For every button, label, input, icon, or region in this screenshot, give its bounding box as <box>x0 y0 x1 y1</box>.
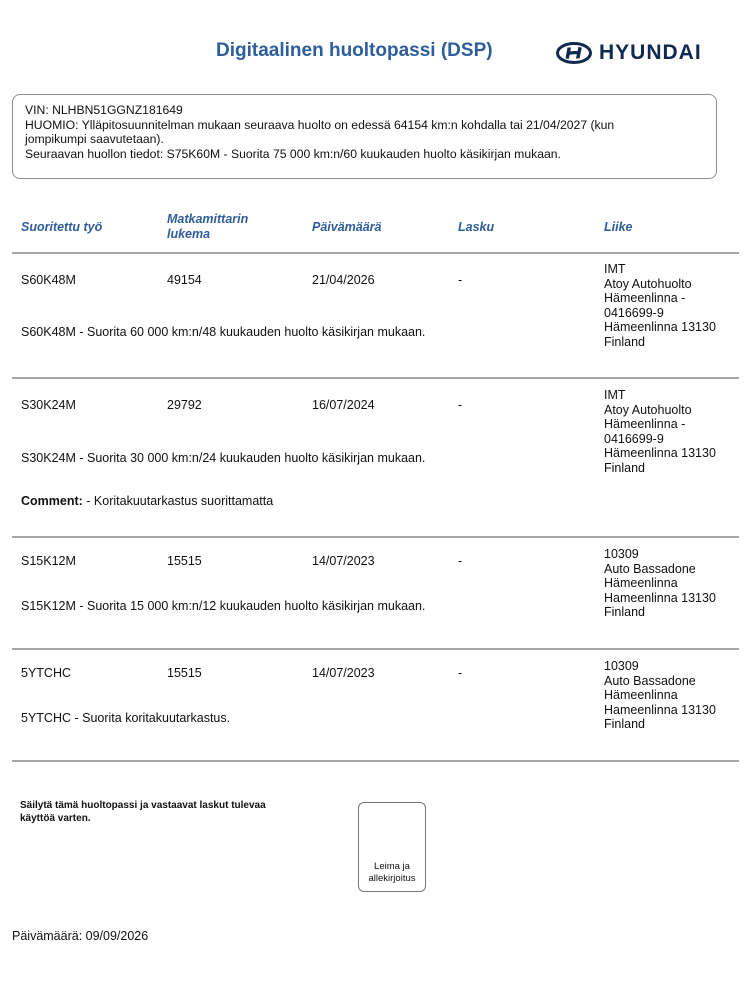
header-invoice: Lasku <box>458 220 495 234</box>
row-3-shop: 10309 Auto Bassadone Hämeenlinna Hameenlinna 13130 Finland <box>604 547 716 620</box>
row-divider <box>12 648 739 650</box>
row-3-code: S15K12M <box>21 554 76 568</box>
table-divider <box>12 252 739 254</box>
row-4-odometer: 15515 <box>167 666 202 680</box>
row-2-invoice: - <box>458 398 463 412</box>
next-service-line: Seuraavan huollon tiedot: S75K60M - Suorita 75 000 km:n/60 kuukauden huolto käsikirjan mukaan. <box>25 146 561 161</box>
comment-text: - Koritakuutarkastus suorittamatta <box>82 494 274 508</box>
header-odometer: Matkamittarin lukema <box>167 212 249 241</box>
header-date: Päivämäärä <box>312 220 382 234</box>
stamp-signature-box <box>358 802 426 892</box>
hyundai-emblem-icon <box>556 42 592 64</box>
row-4-invoice: - <box>458 666 463 680</box>
row-4-code: 5YTCHC <box>21 666 72 680</box>
row-2-comment <box>21 494 273 509</box>
stamp-label: Leima ja allekirjoitus <box>368 861 416 884</box>
service-notice: HUOMIO: Ylläpitosuunnitelman mukaan seuraava huolto on edessä 64154 km:n kohdalla tai 21/04/2027 (kun jompikumpi saavutetaan). <box>25 117 615 146</box>
row-2-code: S30K24M <box>21 398 76 412</box>
row-4-date: 14/07/2023 <box>312 666 375 680</box>
row-4-shop: 10309 Auto Bassadone Hämeenlinna Hameenlinna 13130 Finland <box>604 659 716 732</box>
print-date: Päivämäärä: 09/09/2026 <box>12 929 149 943</box>
row-2-shop: IMT Atoy Autohuolto Hämeenlinna - 0416699-9 Hämeenlinna 13130 Finland <box>604 388 716 475</box>
row-1-odometer: 49154 <box>167 273 202 287</box>
row-1-code: S60K48M <box>21 273 76 287</box>
row-2-odometer: 29792 <box>167 398 202 412</box>
row-2-description: S30K24M - Suorita 30 000 km:n/24 kuukauden huolto käsikirjan mukaan. <box>21 451 426 465</box>
row-3-date: 14/07/2023 <box>312 554 375 568</box>
row-2-date: 16/07/2024 <box>312 398 375 412</box>
header-shop: Liike <box>604 220 633 234</box>
row-3-odometer: 15515 <box>167 554 202 568</box>
row-3-description: S15K12M - Suorita 15 000 km:n/12 kuukauden huolto käsikirjan mukaan. <box>21 599 426 613</box>
row-1-date: 21/04/2026 <box>312 273 375 287</box>
brand-wordmark: HYUNDAI <box>599 41 702 64</box>
brand-logo <box>556 40 702 66</box>
row-divider <box>12 377 739 379</box>
row-divider <box>12 536 739 538</box>
table-bottom-rule <box>12 760 739 762</box>
keep-note: Säilytä tämä huoltopassi ja vastaavat laskut tulevaa käyttöä varten. <box>20 800 266 824</box>
row-3-invoice: - <box>458 554 463 568</box>
row-4-description: 5YTCHC - Suorita koritakuutarkastus. <box>21 711 231 725</box>
row-1-description: S60K48M - Suorita 60 000 km:n/48 kuukauden huolto käsikirjan mukaan. <box>21 325 426 339</box>
page-title: Digitaalinen huoltopassi (DSP) <box>216 40 493 61</box>
row-1-invoice: - <box>458 273 463 287</box>
comment-label: Comment: <box>21 494 83 508</box>
header-work: Suoritettu työ <box>21 220 103 234</box>
vehicle-info-box <box>12 94 717 179</box>
row-1-shop: IMT Atoy Autohuolto Hämeenlinna - 0416699-9 Hämeenlinna 13130 Finland <box>604 262 716 349</box>
vin-line: VIN: NLHBN51GGNZ181649 <box>25 103 183 117</box>
